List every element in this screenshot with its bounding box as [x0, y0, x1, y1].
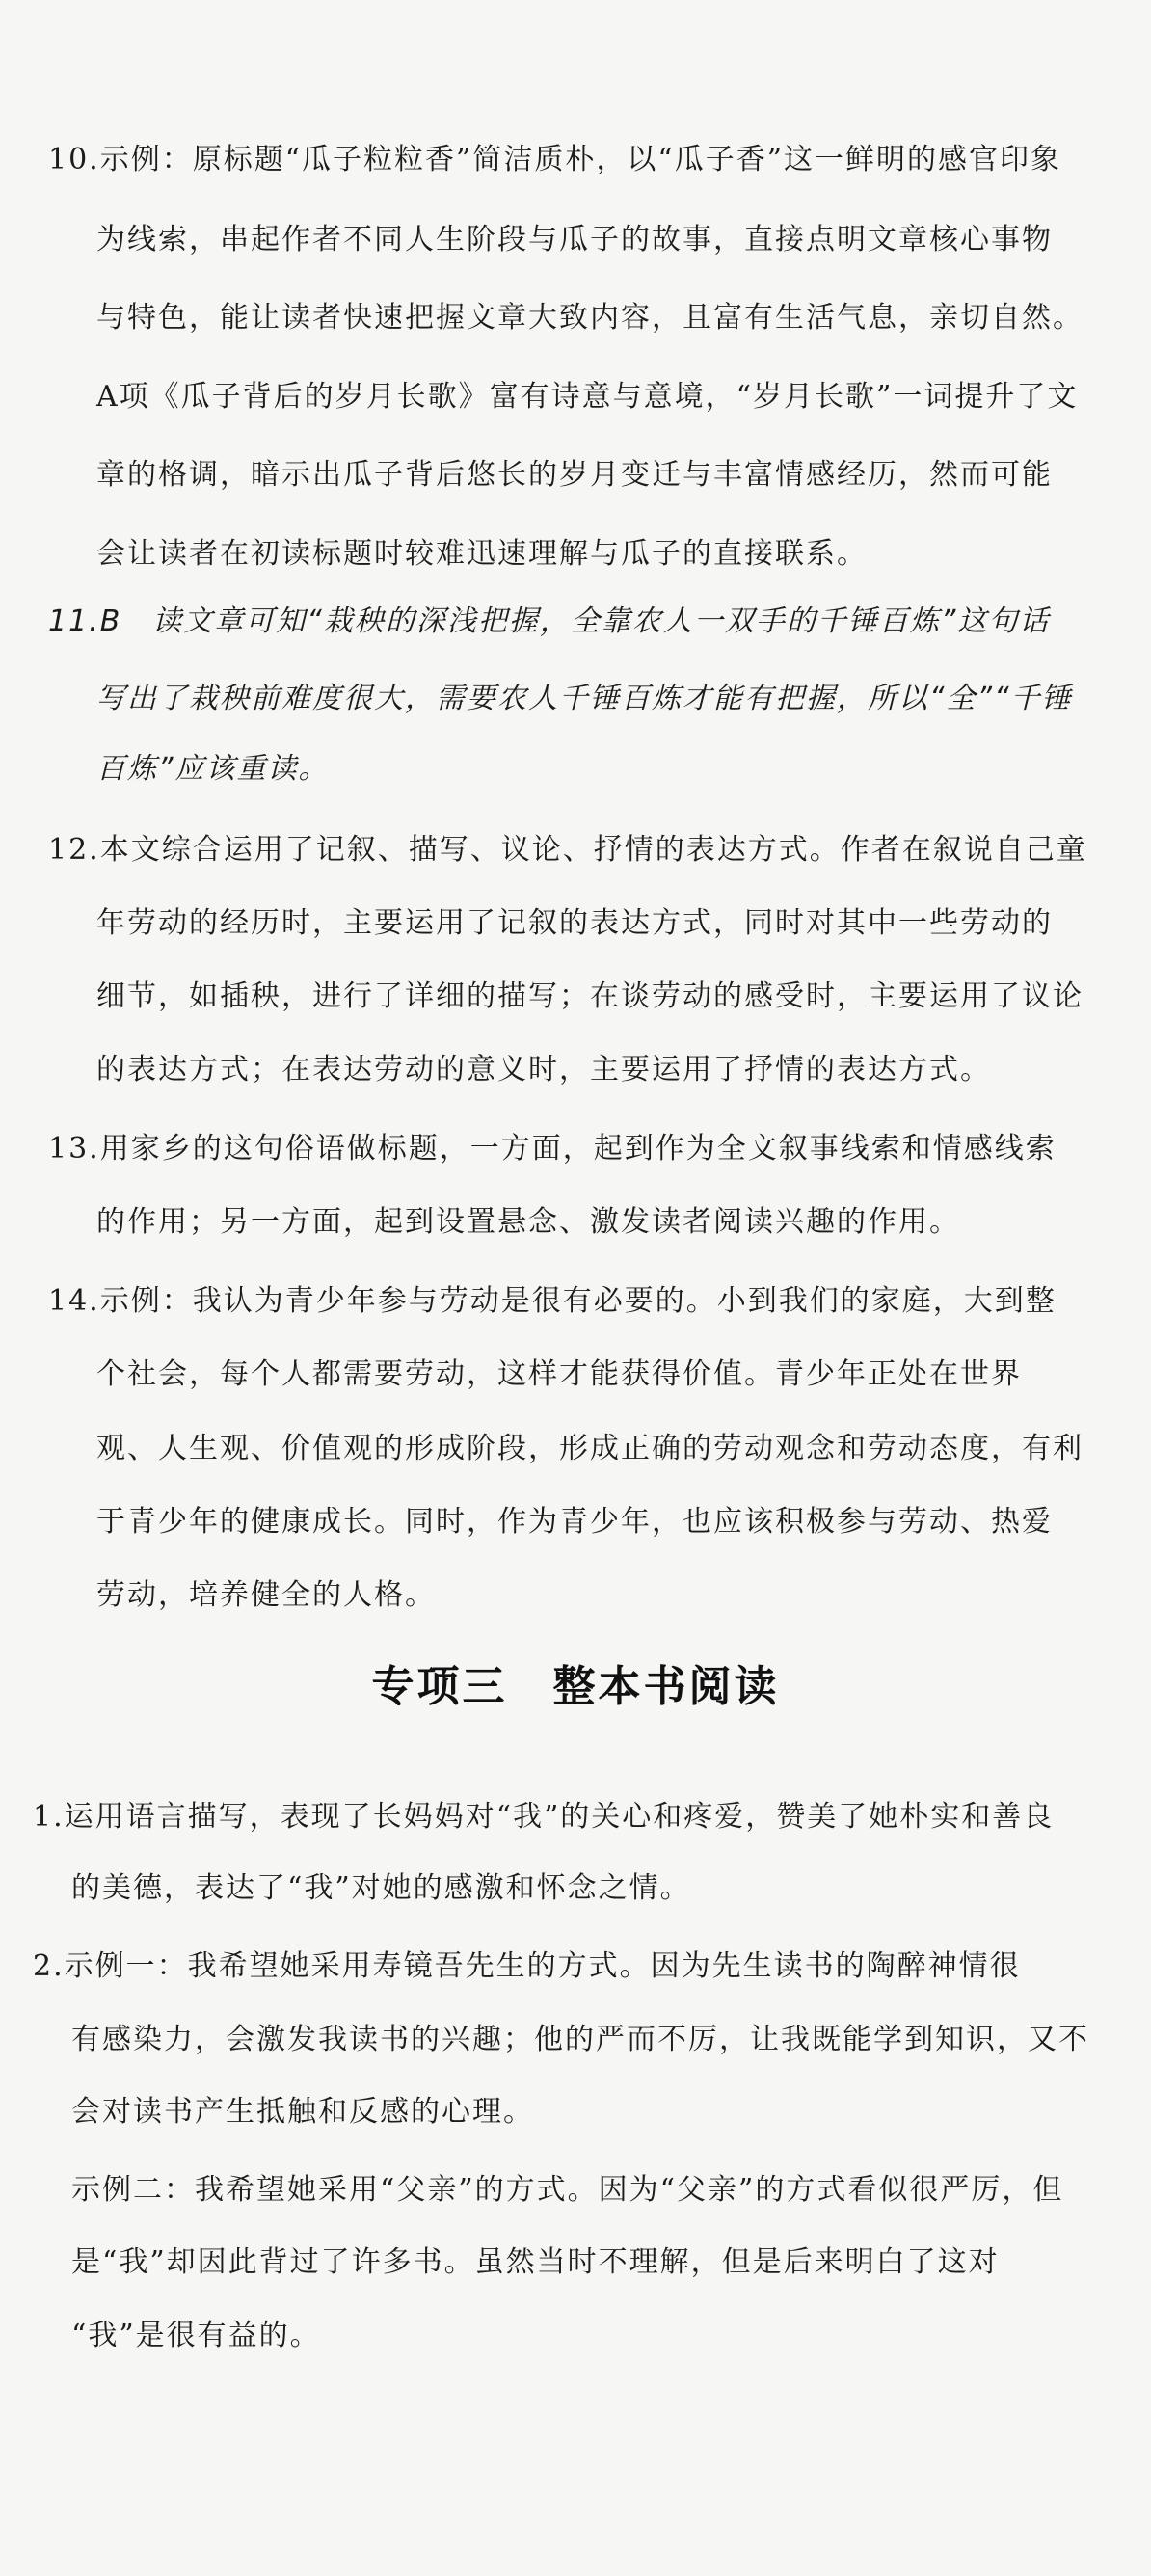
text-line: “我”是很有益的。	[71, 2319, 321, 2352]
text-line: 示例二：我希望她采用“父亲”的方式。因为“父亲”的方式看似很严厉，但	[71, 2173, 1064, 2207]
text-line: 会让读者在初读标题时较难迅速理解与瓜子的直接联系。	[96, 537, 868, 571]
text-line: 13.用家乡的这句俗语做标题，一方面，起到作为全文叙事线索和情感线索	[48, 1132, 1057, 1166]
text-line: 年劳动的经历时，主要运用了记叙的表达方式，同时对其中一些劳动的	[96, 906, 1053, 940]
section-title: 专项三 整本书阅读	[371, 1662, 780, 1711]
text-line: 章的格调，暗示出瓜子背后悠长的岁月变迁与丰富情感经历，然而可能	[96, 458, 1053, 492]
text-line: 细节，如插秧，进行了详细的描写；在谈劳动的感受时，主要运用了议论	[96, 979, 1084, 1013]
text-line: 12.本文综合运用了记叙、描写、议论、抒情的表达方式。作者在叙说自己童	[48, 833, 1087, 867]
text-line: 10.示例：原标题“瓜子粒粒香”简洁质朴，以“瓜子香”这一鲜明的感官印象	[48, 143, 1062, 176]
text-line: 个社会，每个人都需要劳动，这样才能获得价值。青少年正处在世界	[96, 1357, 1022, 1391]
text-line: 是“我”却因此背过了许多书。虽然当时不理解，但是后来明白了这对	[71, 2245, 1000, 2279]
text-line: 14.示例：我认为青少年参与劳动是很有必要的。小到我们的家庭，大到整	[48, 1284, 1057, 1318]
text-line: 与特色，能让读者快速把握文章大致内容，且富有生活气息，亲切自然。	[96, 301, 1084, 335]
text-line: 的美德，表达了“我”对她的感激和怀念之情。	[71, 1871, 691, 1905]
text-line: 观、人生观、价值观的形成阶段，形成正确的劳动观念和劳动态度，有利	[96, 1432, 1084, 1465]
text-line: 有感染力，会激发我读书的兴趣；他的严而不厉，让我既能学到知识，又不	[71, 2023, 1089, 2056]
text-line: 会对读书产生抵触和反感的心理。	[71, 2095, 534, 2129]
text-line: 11.B 读文章可知“栽秧的深浅把握，全靠农人一双手的千锤百炼”这句话	[48, 604, 1051, 638]
text-line: 1.运用语言描写，表现了长妈妈对“我”的关心和疼爱，赞美了她朴实和善良	[33, 1800, 1055, 1834]
text-line: 于青少年的健康成长。同时，作为青少年，也应该积极参与劳动、热爱	[96, 1505, 1053, 1539]
text-line: 写出了栽秧前难度很大，需要农人千锤百炼才能有把握，所以“全”“千锤	[96, 682, 1073, 715]
text-line: 的表达方式；在表达劳动的意义时，主要运用了抒情的表达方式。	[96, 1053, 991, 1087]
text-line: 劳动，培养健全的人格。	[96, 1578, 436, 1612]
text-line: 的作用；另一方面，起到设置悬念、激发读者阅读兴趣的作用。	[96, 1205, 960, 1239]
text-line: 2.示例一：我希望她采用寿镜吾先生的方式。因为先生读书的陶醉神情很	[33, 1949, 1021, 1983]
text-line: 为线索，串起作者不同人生阶段与瓜子的故事，直接点明文章核心事物	[96, 223, 1053, 256]
text-line: A项《瓜子背后的岁月长歌》富有诗意与意境，“岁月长歌”一词提升了文	[96, 380, 1079, 414]
text-line: 百炼”应该重读。	[96, 752, 330, 786]
